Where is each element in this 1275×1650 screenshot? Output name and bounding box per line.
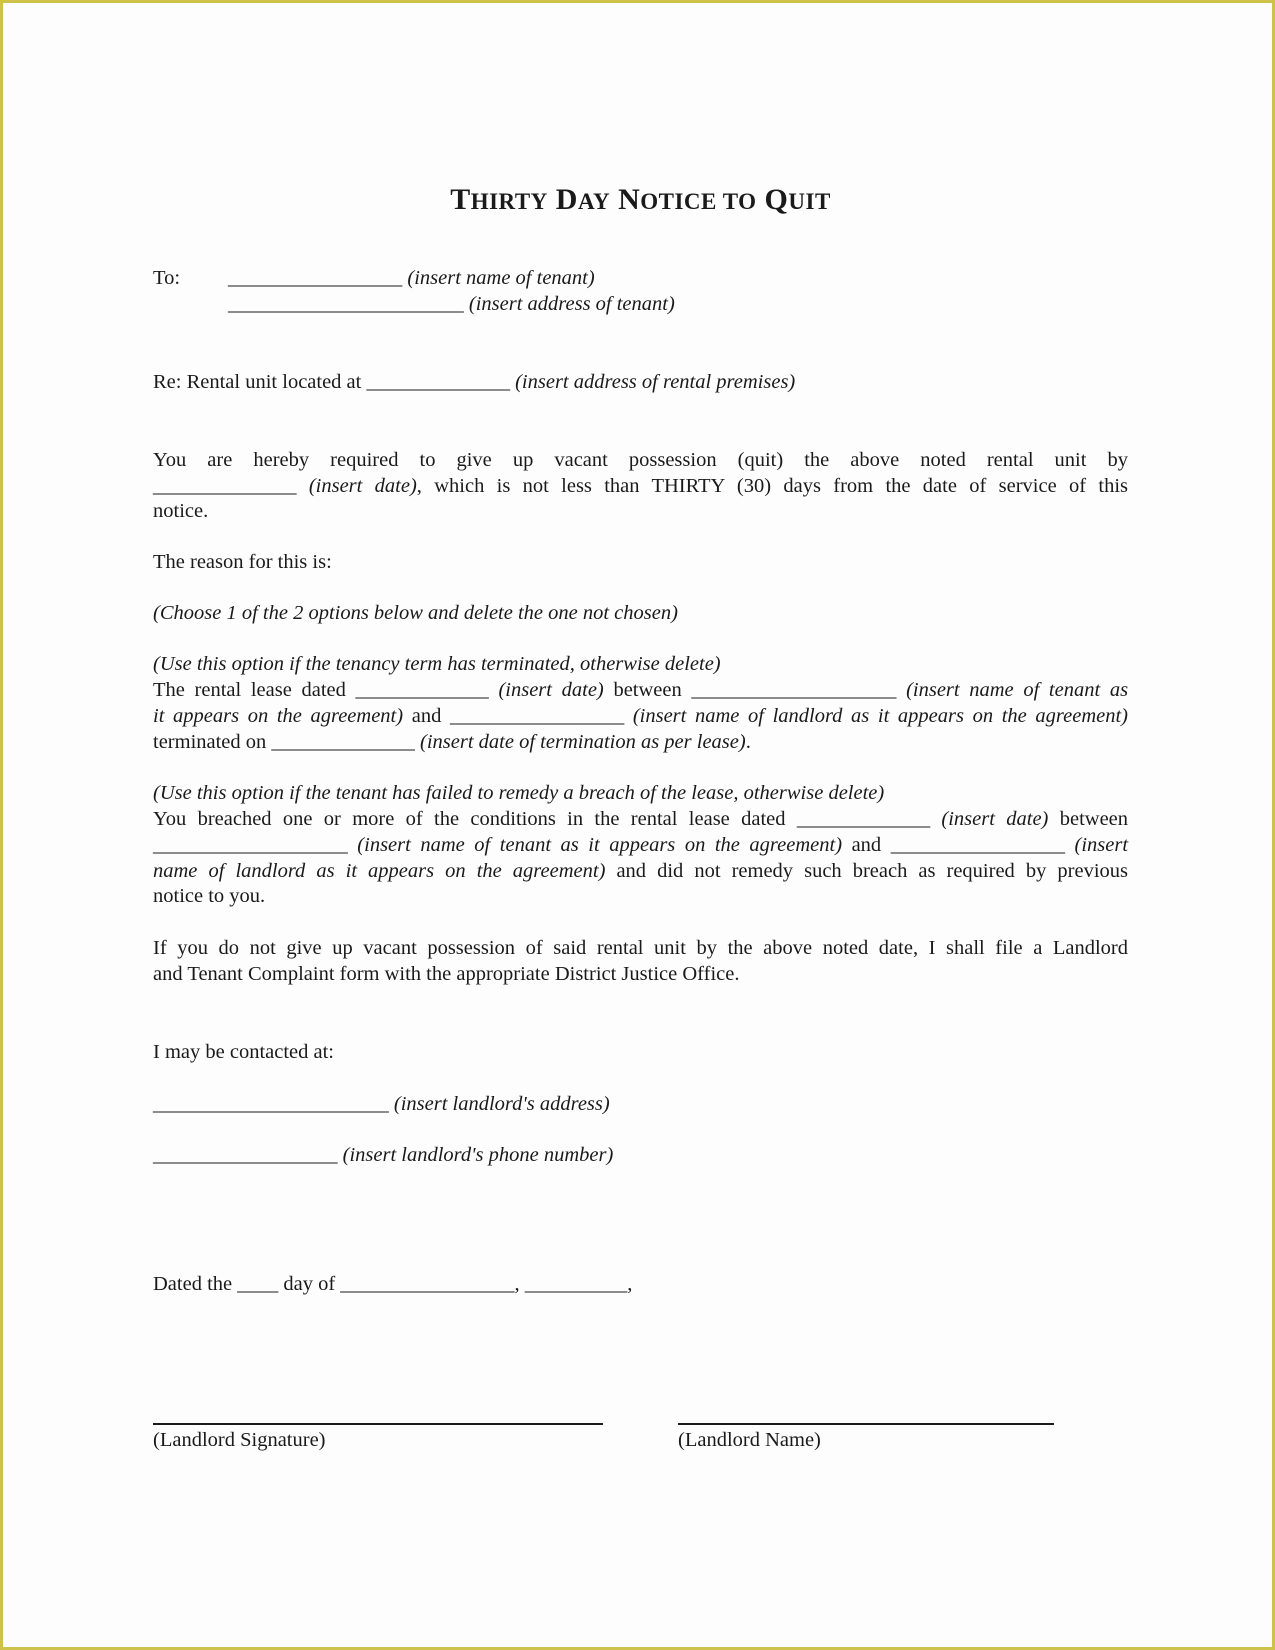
hint-text: (insert date of termination as per lease) [420, 731, 746, 753]
filing-paragraph-line: and Tenant Complaint form with the appropriate District Justice Office. [153, 963, 740, 985]
hint-text: (insert address of tenant) [468, 293, 675, 315]
contact-label: I may be contacted at: [153, 1041, 334, 1063]
hint-text: name of landlord as it appears on the agreement) [153, 860, 606, 882]
dated-line: Dated the ____ day of _________________, __________, [153, 1273, 633, 1295]
blank: __________________ [153, 1144, 338, 1166]
option2-line [153, 832, 1128, 858]
title-part: Q [764, 183, 789, 216]
hint-text: (insert [1074, 834, 1129, 856]
re-line [153, 369, 795, 395]
hint-text: (Choose 1 of the 2 options below and delete the one not chosen) [153, 602, 678, 624]
filing-paragraph-line: If you do not give up vacant possession of said rental unit by the above noted date, I shall file a Landlord [153, 937, 1128, 959]
blank: _______________________ [228, 293, 464, 315]
to-tenant-address [228, 291, 675, 317]
option2-line: notice to you. [153, 885, 266, 907]
text: and _________________ [851, 834, 1065, 856]
text: and did not remedy such breach as required by previous [616, 860, 1128, 882]
text: between ____________________ [613, 679, 897, 701]
landlord-signature-label: (Landlord Signature) [153, 1429, 326, 1451]
option1-line [153, 729, 751, 755]
option1-line [153, 677, 1128, 703]
option2-line [153, 806, 1128, 832]
text: The rental lease dated _____________ [153, 679, 489, 701]
option1-note [153, 651, 721, 677]
option1-line [153, 703, 1128, 729]
paragraph-line: You are hereby required to give up vacant possession (quit) the above noted rental unit by [153, 449, 1128, 471]
choose-note [153, 600, 678, 626]
hint-text: (insert name of tenant as [906, 679, 1129, 701]
text: . [745, 731, 751, 753]
title-part: UIT [788, 189, 831, 214]
title-part: HIRTY [470, 189, 548, 214]
hint-text: (insert date) [308, 475, 417, 497]
blank: ______________ [153, 475, 297, 497]
paragraph-line: notice. [153, 500, 209, 522]
title-part: AY [577, 189, 611, 214]
text: and _________________ [411, 705, 625, 727]
hint-text: (insert name of tenant) [407, 267, 595, 289]
hint-text: it appears on the agreement) [153, 705, 404, 727]
to-label: To: [153, 267, 181, 289]
hint-text: (Use this option if the tenancy term has terminated, otherwise delete) [153, 653, 721, 675]
hint-text: (insert name of tenant as it appears on the agreement) [357, 834, 843, 856]
title-part: N [618, 183, 641, 216]
paragraph-line [153, 473, 1128, 499]
hint-text: (insert landlord's phone number) [342, 1144, 614, 1166]
blank: _________________ [228, 267, 403, 289]
landlord-phone-line [153, 1142, 613, 1168]
signature-rule [153, 1423, 603, 1425]
text: terminated on ______________ [153, 731, 415, 753]
title-part: D [555, 183, 578, 216]
name-rule [678, 1423, 1054, 1425]
blank: ___________________ [153, 834, 348, 856]
landlord-address-line [153, 1091, 610, 1117]
re-text: Re: Rental unit located at ______________ [153, 371, 510, 393]
hint-text: (insert name of landlord as it appears on the agreement) [632, 705, 1128, 727]
title-part: OTICE TO [640, 189, 757, 214]
hint-text: (insert date) [941, 808, 1049, 830]
document-title [3, 183, 1275, 217]
option2-line [153, 858, 1128, 884]
title-part: T [450, 183, 471, 216]
hint-text: (insert date) [498, 679, 604, 701]
option2-note [153, 780, 884, 806]
hint-text: (Use this option if the tenant has failed to remedy a breach of the lease, otherwise delete) [153, 782, 885, 804]
text: between [1059, 808, 1129, 830]
hint-text: (insert landlord's address) [393, 1093, 610, 1115]
text: , which is not less than THIRTY (30) days from the date of service of this [416, 475, 1129, 497]
text: You breached one or more of the conditions in the rental lease dated _____________ [153, 808, 931, 830]
landlord-name-label: (Landlord Name) [678, 1429, 821, 1451]
to-tenant-name [228, 265, 595, 291]
hint-text: (insert address of rental premises) [515, 371, 796, 393]
blank: _______________________ [153, 1093, 389, 1115]
reason-text: The reason for this is: [153, 551, 332, 573]
